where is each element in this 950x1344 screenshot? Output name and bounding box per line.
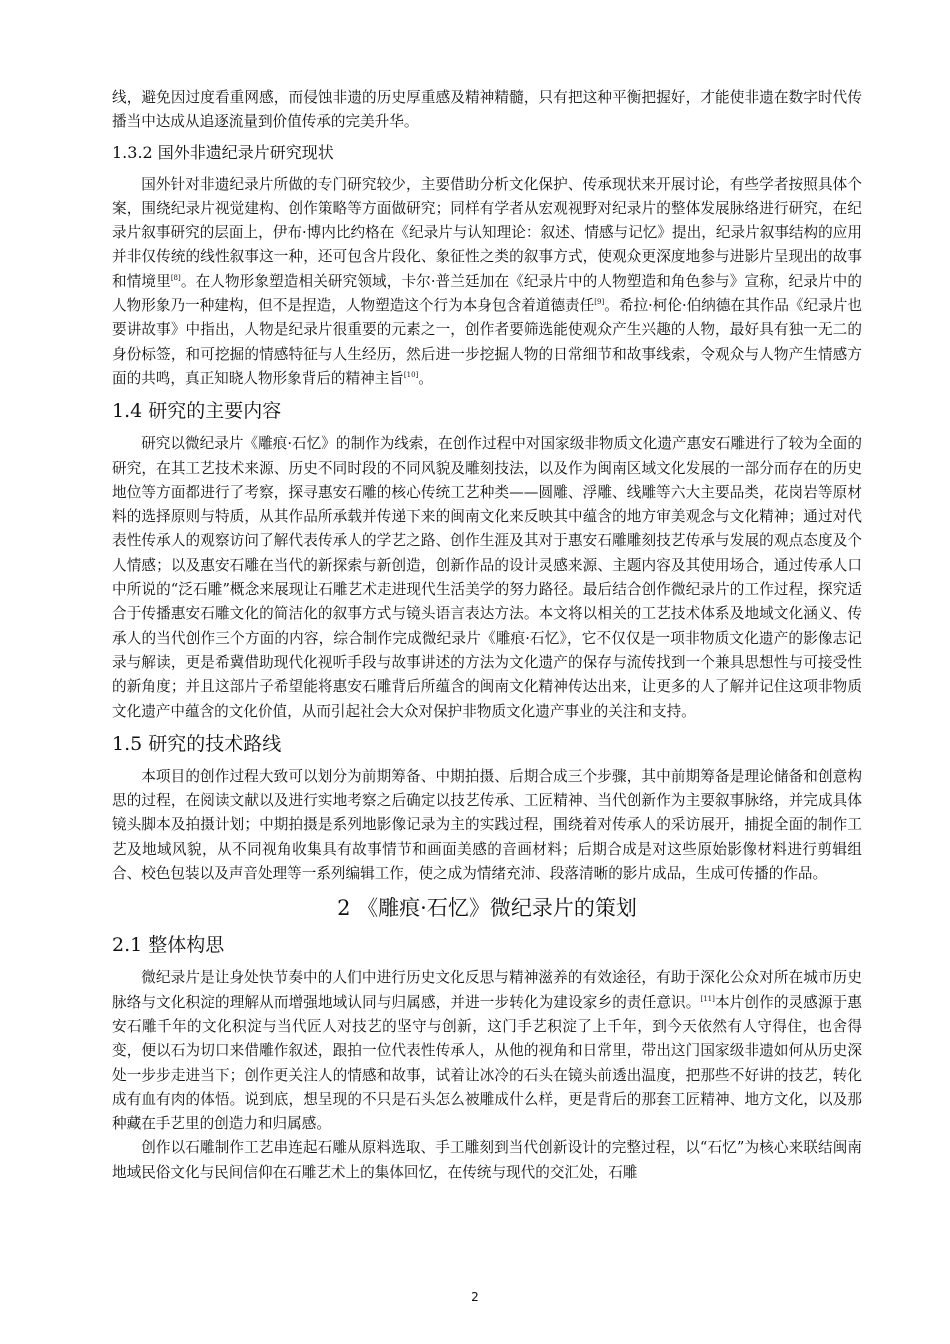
citation-8: [8] bbox=[170, 273, 181, 282]
paragraph-technical-route: 本项目的创作过程大致可以划分为前期筹备、中期拍摄、后期合成三个步骤，其中前期筹备是理论储备和创意构思的过程，在阅读文献以及进行实地考察之后确定以技艺传承、工匠精神、当代创新作为主要叙事脉络，并完成具体镜头脚本及拍摄计划；中期拍摄是系列地影像记录为主的实践过程，围绕着对传承人的采访展开，捕捉全面的制作工艺及地域风貌，从不同视角收集具有故事情节和画面美感的音画材料；后期合成是对这些原始影像材料进行剪辑组合、校色包装以及声音处理等一系列编辑工作，使之成为情绪充沛、段落清晰的影片成品，生成可传播的作品。 bbox=[112, 767, 862, 883]
citation-9: [9] bbox=[594, 298, 605, 307]
document-body bbox=[112, 86, 862, 1185]
page-number: 2 bbox=[471, 1290, 479, 1304]
text: 。在人物形象塑造相关研究领域，卡尔·普兰廷加在《纪录片中的人物塑造和角色参与》宣称，纪录片中的人物形象乃一种建构，但不是捏造，人物塑造这个行为本身包含着道德责任 bbox=[112, 272, 862, 315]
paragraph-overall-concept bbox=[112, 966, 862, 1136]
citation-10: [10] bbox=[403, 371, 419, 380]
heading-2-1: 2.1 整体构思 bbox=[112, 934, 225, 957]
text: 本片创作的灵感源于惠安石雕千年的文化积淀与当代匠人对技艺的坚守与创新，这门手艺积淀了上千年，到今天依然有人守得住，也舍得变，便以石为切口来借雕作叙述，跟拍一位代表性传承人，从他的视角和日常里，带出这门国家级非遗如何从历史深处一步步走进当下；创作更关注人的情感和故事，试着让冰冷的石头在镜头前透出温度，把那些不好讲的技艺，转化成有血有肉的体悟。说到底，想呈现的不只是石头怎么被雕成什么样，更是背后的那套工匠精神、地方文化，以及那种藏在手艺里的创造力和归属感。 bbox=[112, 993, 862, 1133]
text: 。希拉·柯伦·伯纳德在其作品《纪录片也要讲故事》中指出，人物是纪录片很重要的元素之一，创作者要筛选能使观众产生兴趣的人物，最好具有独一无二的身份标签，和可挖掘的情感特征与人生经历，然后进一步挖掘人物的日常细节和故事线索，令观众与人物产生情感方面的共鸣，真正知晓人物形象背后的精神主旨 bbox=[112, 297, 862, 387]
paragraph-creation: 创作以石雕制作工艺串连起石雕从原料选取、手工雕刻到当代创新设计的完整过程，以“石忆”为核心来联结闽南地域民俗文化与民间信仰在石雕艺术上的集体回忆，在传统与现代的交汇处，石雕 bbox=[112, 1139, 862, 1181]
text: 国外针对非遗纪录片所做的专门研究较少，主要借助分析文化保护、传承现状来开展讨论，有些学者按照具体个案，围绕纪录片视觉建构、创作策略等方面做研究；同样有学者从宏观视野对纪录片的整体发展脉络进行研究，在纪录片叙事研究的层面上，伊布·博内比约格在《纪录片与认知理论：叙述、情感与记忆》提出，纪录片叙事结构的应用并非仅传统的线性叙事这一种，还可包含片段化、象征性之类的叙事方式，使观众更深度地参与进影片呈现出的故事和情境里 bbox=[112, 175, 862, 290]
text: 微纪录片是让身处快节奏中的人们中进行历史文化反思与精神滋养的有效途径，有助于深化公众对所在城市历史脉络与文化积淀的理解从而增强地域认同与归属感，并进一步转化为建设家乡的责任意识。 bbox=[112, 969, 862, 1011]
paragraph-foreign-research bbox=[112, 173, 862, 392]
text: 。 bbox=[418, 369, 433, 387]
paragraph-continued: 线，避免因过度看重网感，而侵蚀非遗的历史厚重感及精神精髓，只有把这种平衡把握好，才能使非遗在数字时代传播当中达成从追逐流量到价值传承的完美升华。 bbox=[112, 89, 862, 131]
chapter-2-title: 2 《雕痕·石忆》微纪录片的策划 bbox=[337, 896, 637, 921]
citation-11: [11] bbox=[700, 994, 715, 1003]
heading-1-3-2: 1.3.2 国外非遗纪录片研究现状 bbox=[112, 142, 334, 162]
heading-1-5: 1.5 研究的技术路线 bbox=[112, 732, 282, 755]
paragraph-main-content: 研究以微纪录片《雕痕·石忆》的制作为线索，在创作过程中对国家级非物质文化遗产惠安石雕进行了较为全面的研究，在其工艺技术来源、历史不同时段的不同风貌及雕刻技法，以及作为闽南区域文化发展的一部分而存在的历史地位等方面都进行了考察，探寻惠安石雕的核心传统工艺种类——圆雕、浮雕、线雕等六大主要品类，花岗岩等原材料的选择原则与特质，从其作品所承载并传递下来的闽南文化来反映其中蕴含的地方审美观念与文化精神；通过对代表性传承人的观察访问了解代表传承人的学艺之路、创作生涯及其对于惠安石雕雕刻技艺传承与发展的观点态度及个人情感；以及惠安石雕在当代的新探索与新创造，创新作品的设计灵感来源、主题内容及其使用场合，通过传承人口中所说的“泛石雕”概念来展现让石雕艺术走进现代生活美学的努力路径。最后结合创作微纪录片的工作过程，探究适合于传播惠安石雕文化的简洁化的叙事方式与镜头语言表达方法。本文将以相关的工艺技术体系及地域文化涵义、传承人的当代创作三个方面的内容，综合制作完成微纪录片《雕痕·石忆》，它不仅仅是一项非物质文化遗产的影像志记录与解读，更是希冀借助现代化视听手段与故事讲述的方法为文化遗产的保存与流传找到一个兼具思想性与可接受性的新角度；并且这部片子希望能将惠安石雕背后所蕴含的闽南文化精神传达出来，让更多的人了解并记住这项非物质文化遗产中蕴含的文化价值，从而引起社会大众对保护非物质文化遗产事业的关注和支持。 bbox=[112, 435, 862, 720]
heading-1-4: 1.4 研究的主要内容 bbox=[112, 400, 282, 423]
